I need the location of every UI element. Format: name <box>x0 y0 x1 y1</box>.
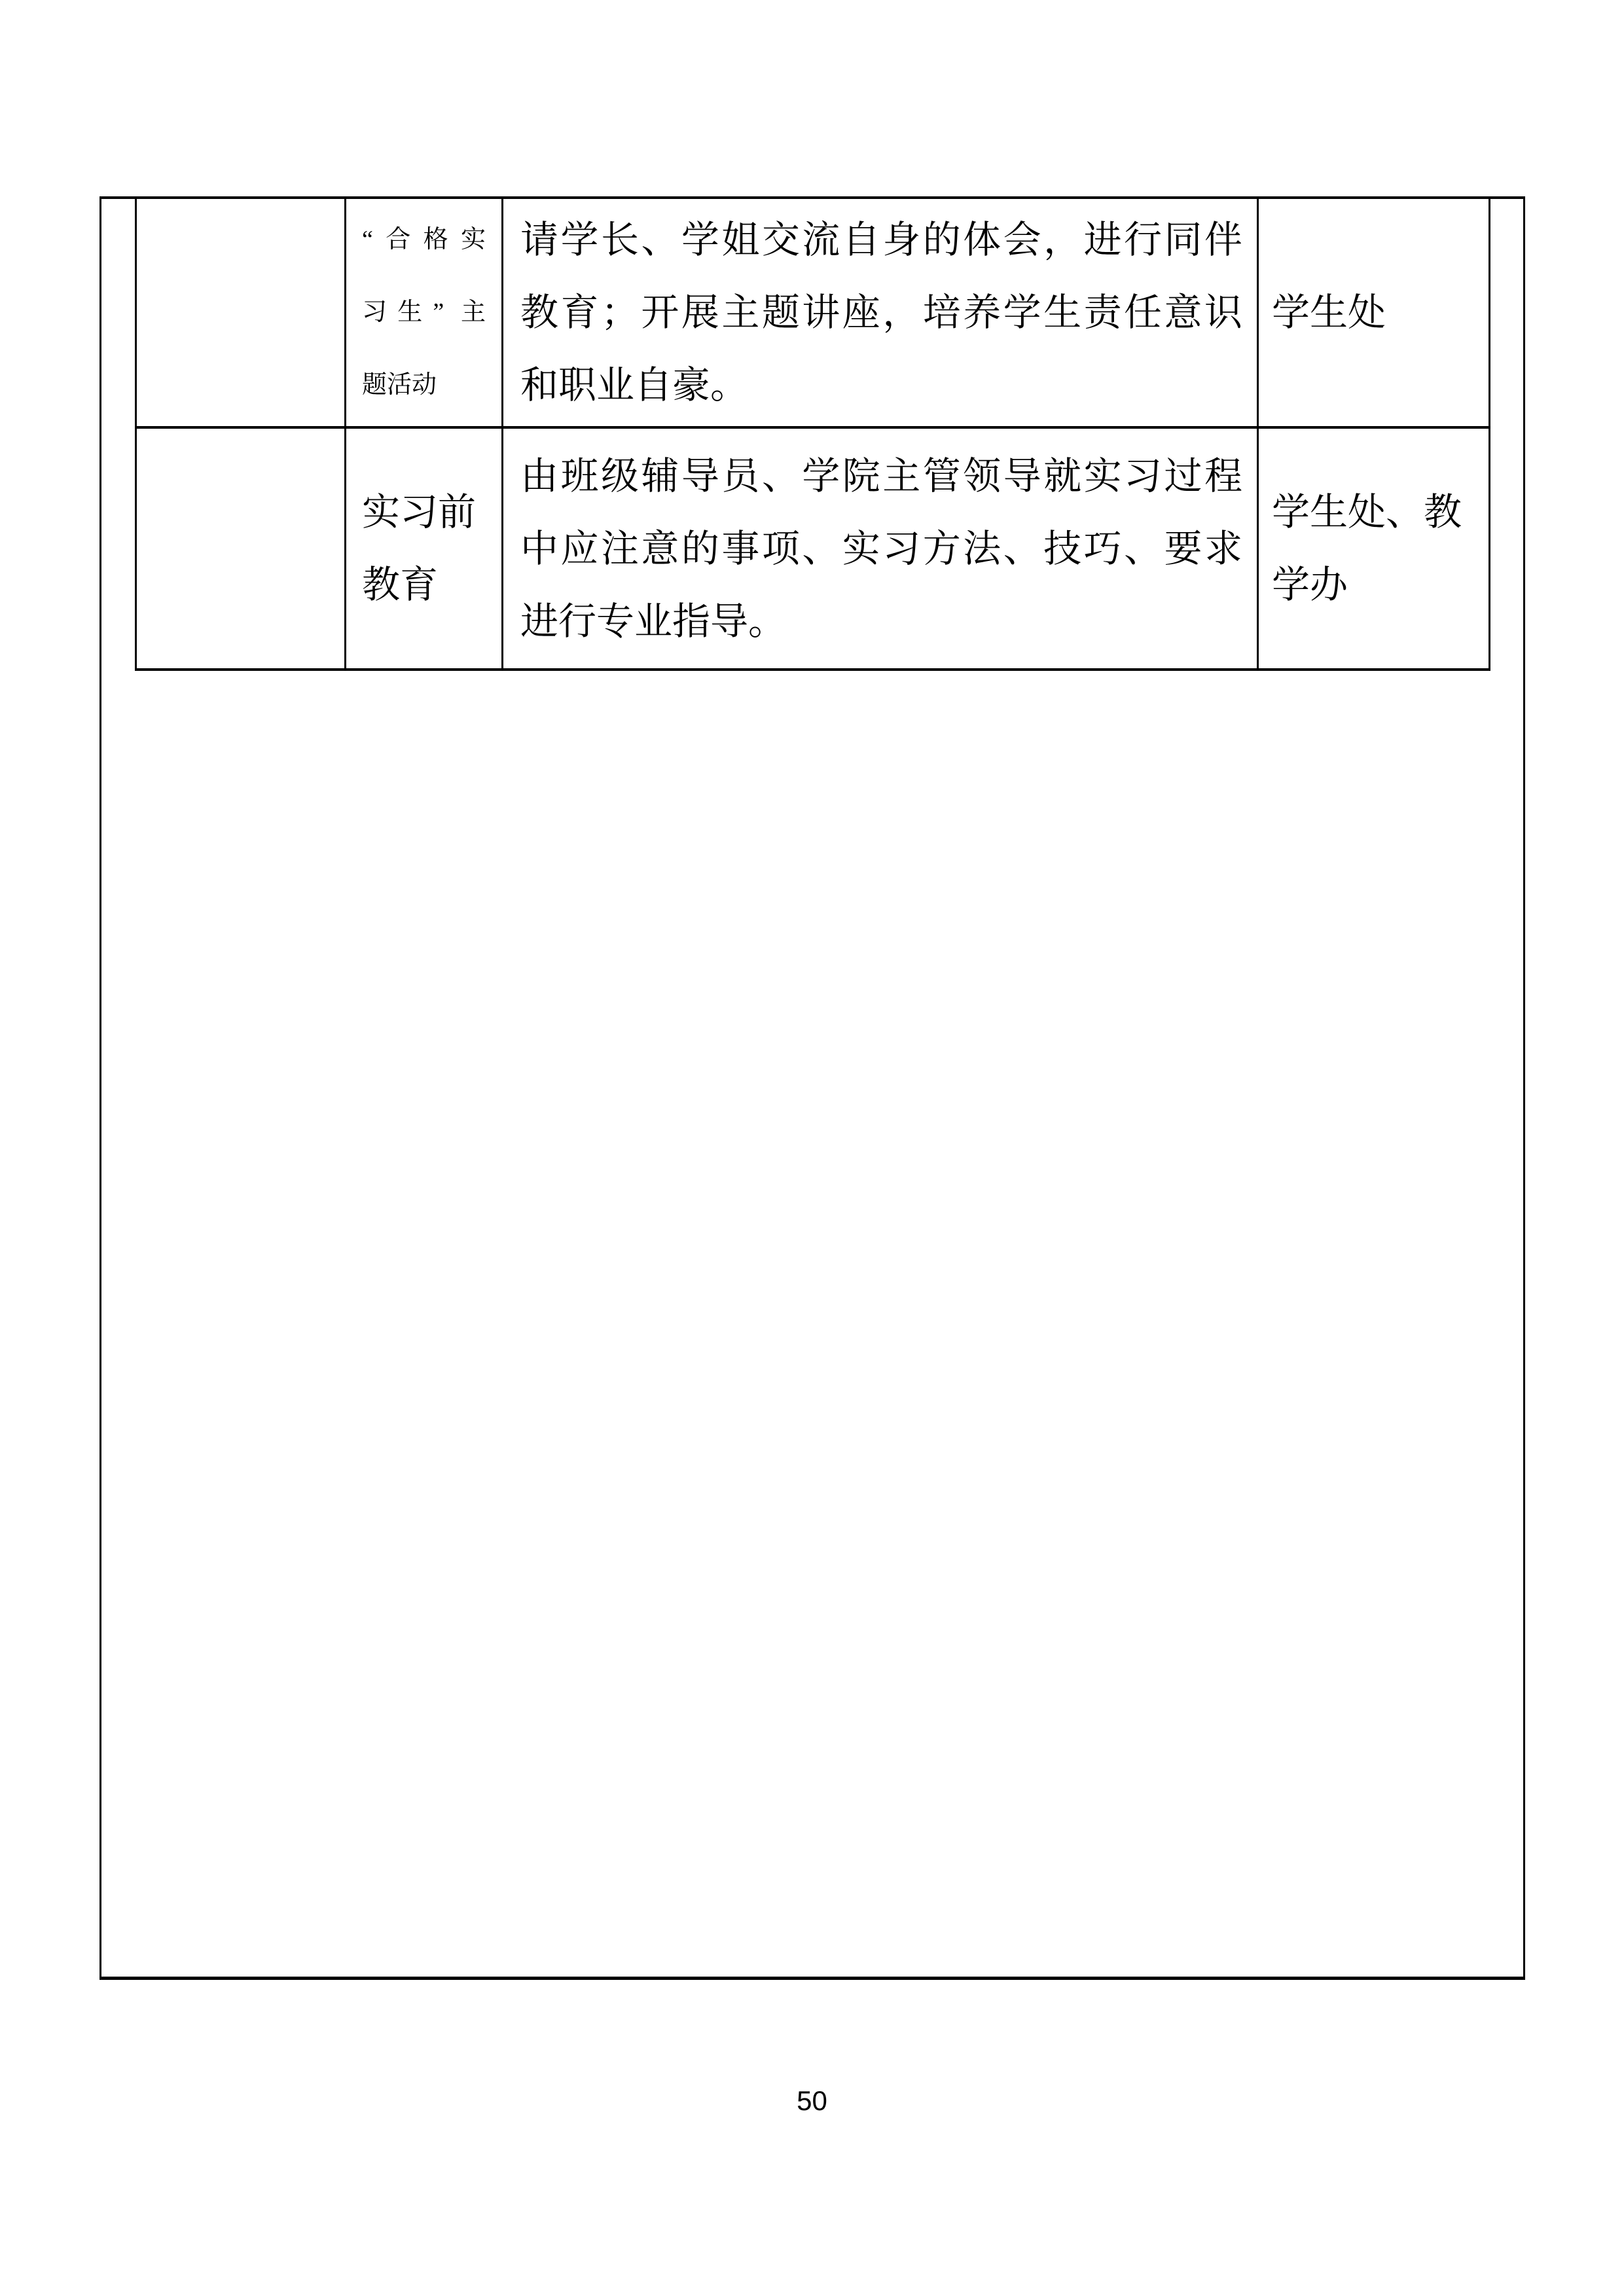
text-line: “合格实 <box>362 226 486 253</box>
text-line: 学办 <box>1272 564 1348 606</box>
text-line: 学生处 <box>1272 291 1386 334</box>
cell-category-row2 <box>136 427 346 670</box>
cell-department-row2 <box>1258 427 1490 670</box>
page-number: 50 <box>797 2085 827 2116</box>
cell-category-row1 <box>136 198 346 427</box>
text-line: 习生” 主 <box>362 298 486 326</box>
cell-department-row1 <box>1258 198 1490 427</box>
table-row <box>136 198 1490 427</box>
text-line: 请学长、学姐交流自身的体会，进行同伴 <box>520 219 1242 261</box>
text-line: 和职业自豪。 <box>520 364 749 406</box>
text-line: 进行专业指导。 <box>520 600 787 643</box>
text-line: 题活动 <box>362 371 437 399</box>
schedule-table <box>135 196 1490 671</box>
text-line: 教育 <box>362 564 439 606</box>
cell-description-row2 <box>503 427 1258 670</box>
text-line: 中应注意的事项、实习方法、技巧、要求 <box>520 527 1242 570</box>
cell-item-row2 <box>346 427 503 670</box>
text-line: 实习前 <box>362 491 477 533</box>
text-line: 教育；开展主题讲座，培养学生责任意识 <box>520 291 1242 334</box>
cell-item-row1 <box>346 198 503 427</box>
table-row <box>136 427 1490 670</box>
cell-description-row1 <box>503 198 1258 427</box>
text-line: 学生处、教 <box>1272 491 1462 533</box>
text-line: 由班级辅导员、学院主管领导就实习过程 <box>520 454 1242 497</box>
